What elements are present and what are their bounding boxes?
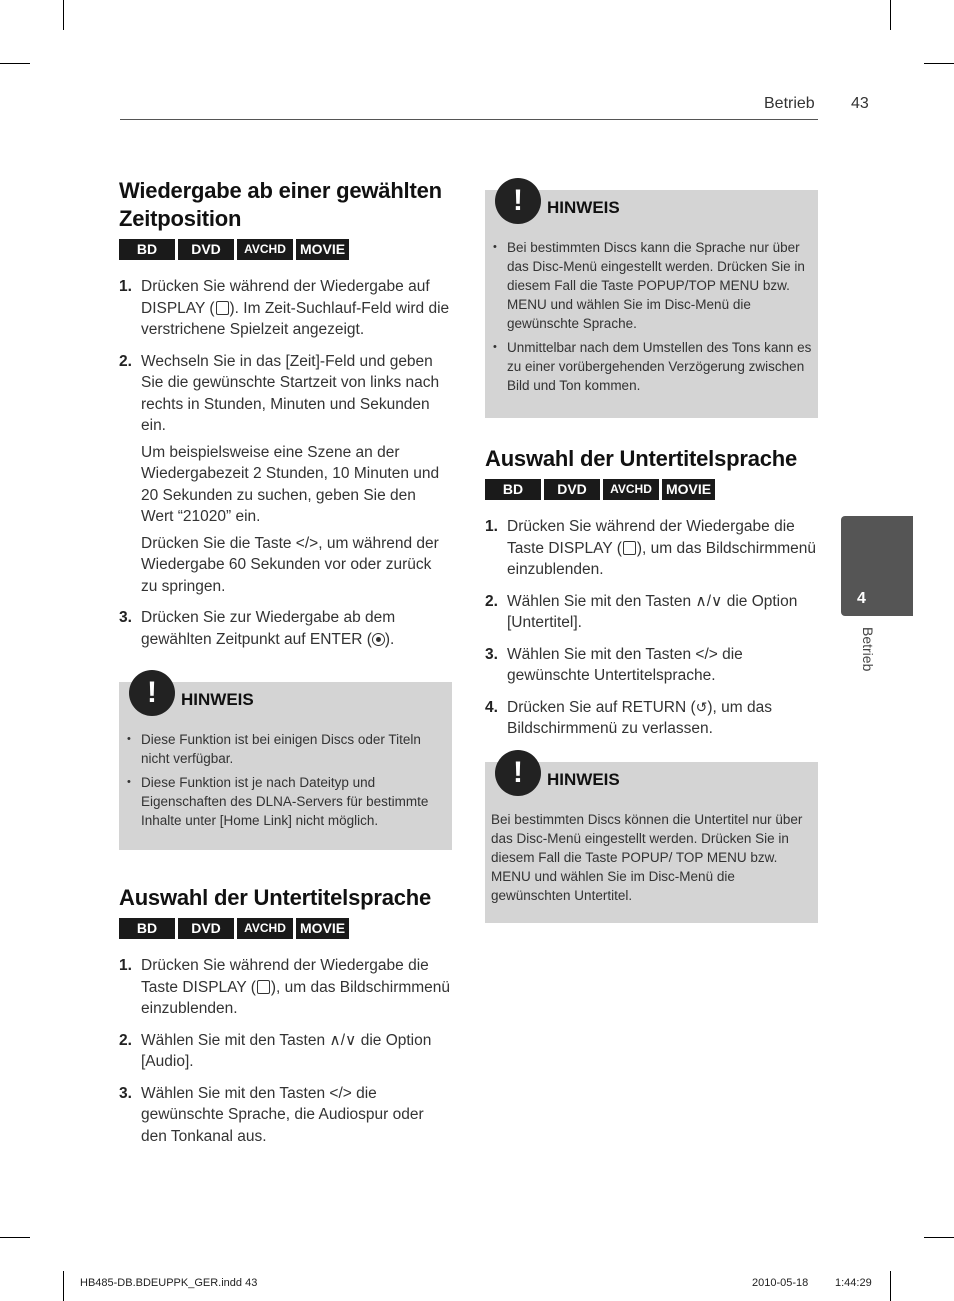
enter-button-icon — [372, 633, 385, 646]
section-title-time-search: Wiedergabe ab einer gewählten Zeitposition — [119, 178, 442, 231]
note-item: • Unmittelbar nach dem Umstellen des Tons kann es zu einer vorübergehenden Verzögerung zwischen Bild und Ton kommen. — [491, 338, 812, 395]
step-list — [485, 516, 818, 740]
note-box — [485, 755, 818, 923]
badge-avchd: AVCHD — [237, 239, 293, 260]
right-column — [485, 184, 818, 418]
format-badges — [485, 479, 818, 500]
step-list — [119, 276, 452, 650]
crop-mark — [63, 0, 64, 30]
badge-avchd: AVCHD — [237, 918, 293, 939]
crop-mark — [0, 1237, 30, 1238]
crop-mark — [63, 1271, 64, 1301]
badge-bd: BD — [485, 479, 541, 500]
exclamation-icon: ! — [495, 750, 541, 796]
page-number: 43 — [851, 95, 869, 112]
crop-mark — [924, 63, 954, 64]
step-item: 3. Wählen Sie mit den Tasten </> die gewünschte Untertitelsprache. — [485, 645, 743, 684]
footer-date: 2010-05-18 — [752, 1277, 809, 1289]
crop-mark — [924, 1237, 954, 1238]
note-box — [119, 676, 452, 850]
crop-mark — [0, 63, 30, 64]
chapter-label: Betrieb — [860, 627, 876, 672]
note-title: HINWEIS — [547, 198, 620, 217]
note-item: • Diese Funktion ist bei einigen Discs oder Titeln nicht verfügbar. — [125, 730, 446, 768]
step-item: 3. Drücken Sie zur Wiedergabe ab dem gewählten Zeitpunkt auf ENTER ( ). — [119, 609, 396, 648]
badge-dvd: DVD — [178, 918, 234, 939]
note-title: HINWEIS — [547, 769, 620, 789]
crop-mark — [890, 0, 891, 30]
note-title: HINWEIS — [181, 690, 254, 709]
chapter-tab — [841, 516, 913, 616]
step-item: 1. Drücken Sie während der Wiedergabe auf DISPLAY ( ). Im Zeit-Suchlauf-Feld wird die verstrichene Spielzeit angezeigt. — [119, 278, 450, 338]
step-item: 2. Wählen Sie mit den Tasten ∧/∨ die Option [Audio]. — [119, 1031, 432, 1070]
step-item: 4. Drücken Sie auf RETURN (↺), um das Bildschirmmenü zu verlassen. — [485, 698, 772, 737]
left-column-lower — [119, 884, 452, 1157]
chapter-number: 4 — [857, 590, 866, 607]
display-button-icon — [257, 980, 270, 994]
crop-mark — [890, 1271, 891, 1301]
step-item: 1. Drücken Sie während der Wiedergabe die Taste DISPLAY ( ), um das Bildschirmmenü einzublenden. — [485, 518, 817, 578]
right-column-subtitle — [485, 445, 818, 923]
note-box — [485, 184, 818, 418]
left-column — [119, 177, 452, 850]
display-button-icon — [216, 301, 229, 315]
running-header-section: Betrieb — [764, 95, 815, 112]
badge-movie: MOVIE — [662, 479, 715, 500]
display-button-icon — [623, 541, 636, 555]
exclamation-icon: ! — [129, 670, 175, 716]
badge-bd: BD — [119, 239, 175, 260]
step-item: 1. Drücken Sie während der Wiedergabe die Taste DISPLAY ( ), um das Bildschirmmenü einzublenden. — [119, 957, 451, 1017]
section-title-subtitle: Auswahl der Untertitelsprache — [485, 446, 798, 471]
step-item: 2. Wählen Sie mit den Tasten ∧/∨ die Option [Untertitel]. — [485, 592, 798, 631]
format-badges — [119, 239, 452, 260]
badge-dvd: DVD — [178, 239, 234, 260]
badge-movie: MOVIE — [296, 239, 349, 260]
badge-bd: BD — [119, 918, 175, 939]
step-item: 3. Wählen Sie mit den Tasten </> die gewünschte Sprache, die Audiospur oder den Tonkanal aus. — [119, 1084, 424, 1145]
badge-movie: MOVIE — [296, 918, 349, 939]
exclamation-icon: ! — [495, 178, 541, 224]
note-item: • Bei bestimmten Discs kann die Sprache nur über das Disc-Menü eingestellt werden. Drücken Sie in diesem Fall die Taste POPUP/TOP MENU bzw. MENU und wählen Sie im Disc-Menü die gewünschte Sprache. — [491, 238, 812, 333]
step-list — [119, 955, 452, 1147]
section-title-audio: Auswahl der Untertitelsprache — [119, 885, 432, 910]
step-item: 2. Wechseln Sie in das [Zeit]-Feld und geben Sie die gewünschte Startzeit von links nach rechts in Stunden, Minuten und Sekunden ein. Um beispielsweise eine Szene an der Wiedergabezeit 2 Stunden, 10 Minuten und 20 Sekunden zu suchen, geben Sie den Wert “21020” ein. Drücken Sie die Taste </>, um während der Wiedergabe 60 Sekunden vor oder zurück zu springen. — [119, 352, 440, 595]
badge-dvd: DVD — [544, 479, 600, 500]
badge-avchd: AVCHD — [603, 479, 659, 500]
note-text: Bei bestimmten Discs können die Untertitel nur über das Disc-Menü eingestellt werden. Drücken Sie in diesem Fall die Taste POPUP/ TOP MENU bzw. MENU und wählen Sie im Disc-Menü die gewünschten Untertitel. — [491, 811, 803, 903]
return-button-icon: ↺ — [695, 698, 708, 715]
note-item: • Diese Funktion ist je nach Dateityp und Eigenschaften des DLNA-Servers für bestimmte Inhalte unter [Home Link] nicht möglich. — [125, 773, 446, 830]
footer-file: HB485-DB.BDEUPPK_GER.indd 43 — [80, 1277, 258, 1289]
header-rule — [120, 119, 818, 120]
footer-time: 1:44:29 — [835, 1277, 872, 1289]
format-badges — [119, 918, 452, 939]
